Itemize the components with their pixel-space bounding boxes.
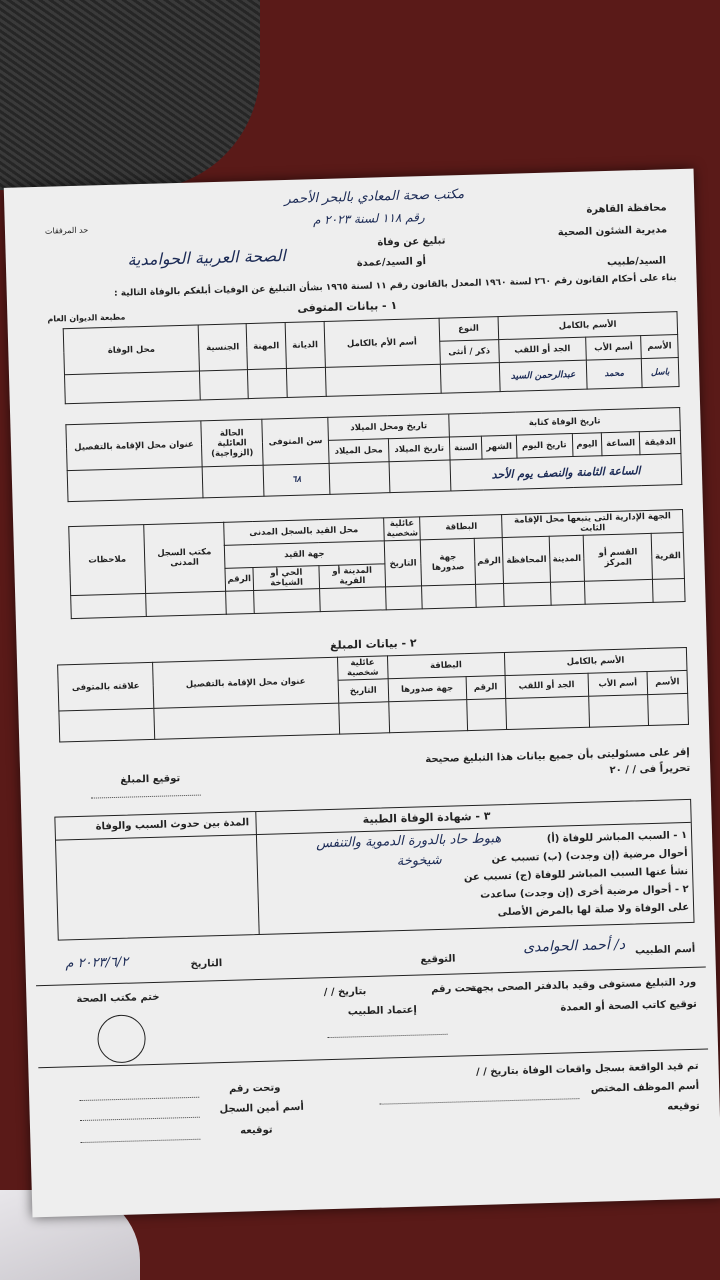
type-header: النوع [439,317,499,342]
attachments-label: حد المرفقات [44,225,89,236]
birth-date-header: تاريخ الميلاد [388,437,450,462]
name-value: باسل [641,358,679,388]
district-header: القسم أو المركز [583,533,652,581]
office-header: مكتب السجل المدنى [144,522,226,593]
death-date-table [65,407,682,502]
full-name-header: الأسم بالكامل [498,312,678,340]
nationality-header: الجنسية [198,324,247,371]
number-header: الرقم [474,538,504,585]
informant-signature-line [91,795,201,799]
quarter-header: الحي أو الشياخة [253,566,320,591]
birth-header: تاريخ ومحل الميلاد [328,414,450,440]
duration-header: المدة بين حدوث السبب والوفاة [95,817,250,833]
dated2-label: بتاريخ / / [475,1065,519,1078]
informant-date-header: التاريخ [338,679,388,703]
age-header: سن المتوفى [262,417,329,465]
religion-value [286,367,326,397]
name-header: الأسم [641,335,679,359]
registrar-label: أسم أمين السجل [219,1101,304,1116]
city-header: المدينة [549,535,585,582]
card-type2: شخصية [386,528,419,540]
cause-line5: على الوفاة ولا صلة لها بالمرض الأصلى [497,901,690,919]
informant-signature: توقيع المبلغ [120,773,181,786]
background-fabric [0,0,260,190]
intro-text: بناء على أحكام القانون رقم ٢٦٠ لسنة ١٩٦٠ المعدل بالقانون رقم ١١ لسنة ١٩٦٥ بشأن التبليغ عن الوفيات أبلغكم بالوفاة التالية : [113,273,677,299]
father-header: أسم الأب [586,336,642,361]
grandfather-value: عبدالرحمن السيد [499,360,587,391]
mother-header: أسم الأم بالكامل [324,318,440,367]
gender-header: ذكر / أنثى [439,340,499,365]
dated-label: بتاريخ / / [323,986,367,999]
received-text: ورد التبليغ مستوفى وقيد بالدفتر الصحى بجهة [469,976,697,995]
informant-table [57,647,689,743]
section2-title: ٢ - بيانات المبلغ [329,636,417,652]
marital-value [202,465,264,498]
job-header: المهنة [246,323,286,370]
informant-number-header: الرقم [466,676,506,700]
registrar-signature-label: توقيعه [240,1124,273,1137]
directorate-label: مديرية الشئون الصحية [557,224,668,239]
grandfather-header: الجد أو اللقب [498,337,586,362]
informant-grand-header: الجد أو اللقب [505,673,589,698]
year-header: السنة [450,436,483,460]
header-right [557,197,668,244]
employee-line [379,1098,579,1105]
deceased-table [63,311,680,404]
address-value [67,467,203,502]
doctor-date-label: التاريخ [190,958,223,970]
clerk-signature-label: توقيع كاتب الصحة أو العمدة [560,998,697,1014]
informant-card-type2: شخصية [346,667,379,679]
employee-signature-label: توقيعه [667,1100,700,1113]
handwritten-cause2: شيخوخة [396,852,442,870]
place-value [64,371,200,404]
governorate-label: محافظة القاهرة [586,202,667,216]
section3-title: ٣ - شهادة الوفاة الطبية [362,809,491,827]
approval-line [328,1034,448,1038]
informant-name-header: الأسم [647,670,687,694]
job-value [247,369,287,399]
informant-issuer-header: جهة صدورها [388,677,467,702]
addressee2-label: أو السيد/عمدة [356,256,427,270]
date-header: التاريخ [384,540,422,587]
health-stamp-label: ختم مكتب الصحة [76,991,160,1006]
cause-line3: نشأ عنها السبب المباشر للوفاة (ج) تسبب عن [463,865,689,884]
section1-title: ١ - بيانات المتوفى [297,298,398,315]
handwritten-doctor: د/ أحمد الحوامدى [522,936,626,956]
gender-value [440,363,500,394]
month-header: الشهر [482,435,517,459]
registrar-sig-line [80,1139,200,1143]
city-village-header: المدينة أو القرية [319,564,385,589]
death-notification-form [4,169,720,1218]
minute-header: الدقيقة [639,431,680,455]
informant-relation-header: علاقته بالمتوفى [58,662,154,711]
cause-line1: ١ - السبب المباشر للوفاة (أ) [546,830,688,845]
handwritten-number: رقم ١١٨ لسنة ٢٠٢٣ م [312,210,425,228]
informant-father-header: أسم الأب [588,672,648,697]
handwritten-cause1: هبوط حاد بالدورة الدموية والتنفس [315,831,502,852]
day-date-header: تاريخ اليوم [516,434,573,459]
gov-header: المحافظة [503,536,551,583]
birth-place-value [329,462,389,495]
registrar-line [80,1117,200,1121]
death-date-header: تاريخ الوفاة كتابة [449,408,680,437]
declaration-text: إقر على مسئوليتى بأن جميع بيانات هذا التبليغ صحيحة [425,746,690,766]
handwritten-addressee: الصحة العربية الحوامدية [127,245,287,270]
birth-date-value [389,460,451,493]
under-no-label: تحت رقم [430,982,477,996]
informant-card-type [337,656,387,680]
written-on: تحريراً فى / / ٢٠ [609,762,691,777]
issuer-header: جهة صدورها [421,538,476,585]
handwritten-office: مكتب صحة المعادي بالبحر الأحمر [284,186,465,208]
medical-certificate-box [54,799,694,941]
card-type1: عائلية [389,518,415,530]
doctor-name-label: أسم الطبيب [634,943,696,957]
stamp-circle [97,1014,146,1063]
card-header: البطاقة [420,515,503,540]
reg-number-header: الرقم [225,568,254,592]
informant-fullname-header: الأسم بالكامل [504,647,687,675]
mother-value [325,364,441,396]
notes-header: ملاحظات [69,525,146,596]
doctor-approval-label: إعتماد الطبيب [347,1004,418,1018]
hour-header: الساعة [601,432,640,456]
informant-card-type1: عائلية [350,657,375,669]
cause-line2: أحوال مرضية (إن وجدت) (ب) تسبب عن [491,848,688,865]
age-value: ٦٨ [263,463,330,496]
birth-place-header: محل الميلاد [329,439,389,464]
form-title: تبليغ عن وفاة [377,235,446,249]
informant-address-header: عنوان محل الإقامة بالتفصيل [153,657,339,708]
place-header: محل الوفاة [63,325,199,375]
printer-label: مطبعة الديوان العام [47,312,126,324]
admin-header: الجهة الإدارية التى يتبعها محل الإقامة الثابت [502,510,683,538]
cause-line4: ٢ - أحوال مرضية أخرى (إن وجدت) ساعدت [480,883,689,901]
nationality-value [199,370,248,400]
registered-text: تم قيد الواقعة بسجل واقعات الوفاة [522,1060,699,1077]
addressee-label: السيد/طبيب [606,255,667,269]
doctor-signature-label: التوقيع [420,953,456,966]
number-line [79,1097,199,1101]
informant-card-header: البطاقة [387,653,505,679]
day-header: اليوم [572,433,602,457]
registration-table [68,509,685,619]
father-value: محمد [586,359,642,390]
civil-header: محل القيد بالسجل المدنى [223,518,384,545]
marital-header: الحالة العائلية (الزواجية) [201,419,263,467]
registry-header: جهة القيد [224,541,385,568]
card-type-header [384,517,421,541]
under-no2-label: وتحت رقم [228,1082,281,1095]
handwritten-date: ٢٠٢٣/٦/٢ م [65,954,129,972]
village-header: القرية [651,532,684,579]
death-date-value: الساعة الثامنة والنصف يوم الأحد [450,454,682,491]
employee-label: أسم الموظف المختص [590,1080,700,1095]
religion-header: الديانة [285,321,325,368]
address-header: عنوان محل الإقامة بالتفصيل [66,421,202,471]
